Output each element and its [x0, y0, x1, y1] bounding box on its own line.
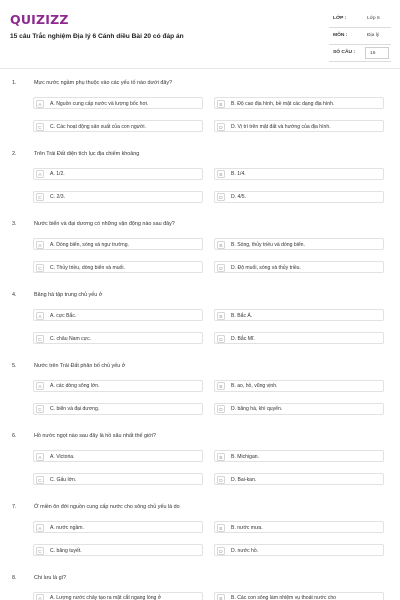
option-text: B. nước mưa. [231, 524, 263, 531]
page-title: 15 câu Trắc nghiệm Địa lý 6 Cánh diều Bài 20 có đáp án [10, 33, 184, 40]
question-number: 6. [12, 433, 17, 440]
answer-option[interactable] [33, 380, 203, 392]
option-text: B. Độ cao địa hình, bề mặt các dạng địa hình. [231, 100, 335, 107]
question-item [0, 504, 400, 575]
question-text: Băng hà tập trung chủ yếu ở [34, 292, 103, 299]
answer-option[interactable] [33, 309, 203, 321]
option-text: A. Dòng biển, sóng và ngư trường. [50, 241, 129, 248]
answer-option[interactable] [33, 521, 203, 533]
answer-option[interactable] [214, 592, 384, 600]
option-text: A. Nguồn cung cấp nước và lượng bốc hơi. [50, 100, 149, 107]
option-letter-badge: D [217, 547, 225, 555]
question-list [0, 80, 400, 600]
meta-label: LỚP : [333, 16, 347, 21]
answer-option[interactable] [33, 261, 203, 273]
option-letter-badge: A [36, 453, 44, 461]
meta-row-question-count [329, 45, 391, 62]
answer-option[interactable] [33, 332, 203, 344]
option-text: A. cực Bắc. [50, 312, 77, 319]
option-letter-badge: D [217, 405, 225, 413]
option-letter-badge: B [217, 100, 225, 108]
option-text: C. Thủy triều, dòng biển và muối. [50, 264, 125, 271]
answer-option[interactable] [214, 191, 384, 203]
answer-option[interactable] [214, 450, 384, 462]
option-text: B. ao, hồ, vũng vịnh. [231, 383, 278, 390]
meta-value: Lớp 6 [367, 16, 380, 21]
question-text: Chi lưu là gì? [34, 574, 67, 581]
option-letter-badge: C [36, 123, 44, 131]
meta-value: Địa lý [367, 33, 380, 38]
option-text: B. 1/4. [231, 171, 246, 178]
answer-option[interactable] [33, 544, 203, 556]
option-text: D. Vị trí trên mặt đất và hướng của địa hình. [231, 123, 331, 130]
question-number: 1. [12, 80, 17, 86]
question-item [0, 363, 400, 434]
option-letter-badge: B [217, 382, 225, 390]
option-letter-badge: D [217, 123, 225, 131]
option-letter-badge: A [36, 100, 44, 108]
answer-option[interactable] [214, 261, 384, 273]
option-letter-badge: A [36, 241, 44, 249]
answer-option[interactable] [214, 380, 384, 392]
option-letter-badge: D [217, 476, 225, 484]
answer-option[interactable] [214, 332, 384, 344]
question-item [0, 292, 400, 363]
question-text: Nước trên Trái Đất phân bố chủ yếu ở [34, 362, 126, 369]
answer-option[interactable] [33, 238, 203, 250]
option-text: D. Bắc Mĩ. [231, 335, 255, 342]
option-letter-badge: A [36, 524, 44, 532]
option-text: D. nước hồ. [231, 547, 259, 554]
question-text: Nước biển và đại dương có những vận động nào sau đây? [34, 221, 175, 228]
option-letter-badge: B [217, 241, 225, 249]
option-letter-badge: A [36, 594, 44, 600]
option-text: C. biển và đại dương. [50, 406, 100, 413]
meta-label: SỐ CÂU : [333, 50, 356, 55]
option-text: D. 4/5. [231, 194, 247, 201]
option-letter-badge: C [36, 547, 44, 555]
answer-option[interactable] [214, 544, 384, 556]
option-text: D. băng hà, khí quyển. [231, 406, 283, 413]
answer-option[interactable] [33, 97, 203, 109]
option-letter-badge: D [217, 264, 225, 272]
meta-table [329, 11, 391, 62]
option-text: C. 2/3. [50, 194, 66, 201]
question-item [0, 221, 400, 292]
option-text: B. Michigan. [231, 454, 260, 461]
answer-option[interactable] [214, 309, 384, 321]
option-text: D. Độ muối, sóng và thủy triều. [231, 264, 301, 271]
option-letter-badge: B [217, 594, 225, 600]
question-number: 2. [12, 150, 17, 157]
option-letter-badge: B [217, 453, 225, 461]
question-number: 4. [12, 292, 17, 299]
option-text: A. 1/2. [50, 171, 65, 178]
option-letter-badge: D [217, 193, 225, 201]
answer-option[interactable] [214, 168, 384, 180]
option-letter-badge: A [36, 382, 44, 390]
option-text: A. nước ngầm. [50, 524, 84, 531]
question-number: 5. [12, 362, 17, 369]
option-text: A. các dòng sông lớn. [50, 383, 100, 390]
option-text: C. Gấu lớn. [50, 477, 77, 484]
question-text: Hồ nước ngọt nào sau đây là hồ sâu nhất thế giới? [34, 433, 156, 440]
option-text: B. Bắc Á. [231, 312, 253, 319]
meta-value: 15 [365, 47, 389, 59]
meta-label: MÔN : [333, 33, 348, 38]
meta-row-grade [329, 11, 391, 28]
option-text: C. băng tuyết. [50, 547, 82, 554]
question-text: Mực nước ngầm phụ thuộc vào các yếu tố nào dưới đây? [34, 80, 173, 86]
answer-option[interactable] [33, 168, 203, 180]
answer-option[interactable] [33, 450, 203, 462]
question-number: 3. [12, 221, 17, 228]
question-number: 8. [12, 574, 17, 581]
quizizz-logo[interactable]: QUIZIZZ [10, 12, 69, 27]
option-text: A. Victoria. [50, 454, 75, 461]
answer-option[interactable] [33, 473, 203, 485]
answer-option[interactable] [33, 120, 203, 132]
answer-option[interactable] [214, 473, 384, 485]
question-item [0, 80, 400, 151]
option-letter-badge: B [217, 312, 225, 320]
answer-option[interactable] [33, 592, 203, 600]
option-letter-badge: C [36, 476, 44, 484]
question-item [0, 151, 400, 222]
option-text: B. Các con sông làm nhiệm vụ thoát nước cho [231, 595, 336, 600]
option-text: C. Các hoạt động sản xuất của con người. [50, 123, 146, 130]
option-letter-badge: B [217, 524, 225, 532]
option-letter-badge: D [217, 335, 225, 343]
option-letter-badge: A [36, 170, 44, 178]
option-letter-badge: C [36, 193, 44, 201]
question-text: Ở miền ôn đới nguồn cung cấp nước cho sông chủ yếu là do [34, 504, 180, 511]
option-letter-badge: C [36, 335, 44, 343]
option-letter-badge: A [36, 312, 44, 320]
question-number: 7. [12, 504, 17, 511]
answer-option[interactable] [214, 97, 384, 109]
option-letter-badge: C [36, 264, 44, 272]
answer-option[interactable] [33, 191, 203, 203]
option-letter-badge: C [36, 405, 44, 413]
answer-option[interactable] [214, 120, 384, 132]
header-divider [0, 68, 400, 69]
worksheet-header [0, 0, 400, 68]
meta-row-subject [329, 28, 391, 45]
answer-option[interactable] [214, 403, 384, 415]
answer-option[interactable] [214, 238, 384, 250]
answer-option[interactable] [33, 403, 203, 415]
option-text: D. Bai-kan. [231, 477, 257, 484]
option-text: C. châu Nam cực. [50, 335, 92, 342]
answer-option[interactable] [214, 521, 384, 533]
option-text: A. Lượng nước chảy tạo ra mặt cắt ngang lòng ở [50, 595, 162, 600]
option-text: B. Sóng, thủy triều và dòng biển. [231, 241, 305, 248]
option-letter-badge: B [217, 170, 225, 178]
question-item [0, 433, 400, 504]
question-text: Trên Trái Đất diện tích lục địa chiếm khoảng [34, 150, 140, 157]
question-item [0, 575, 400, 600]
